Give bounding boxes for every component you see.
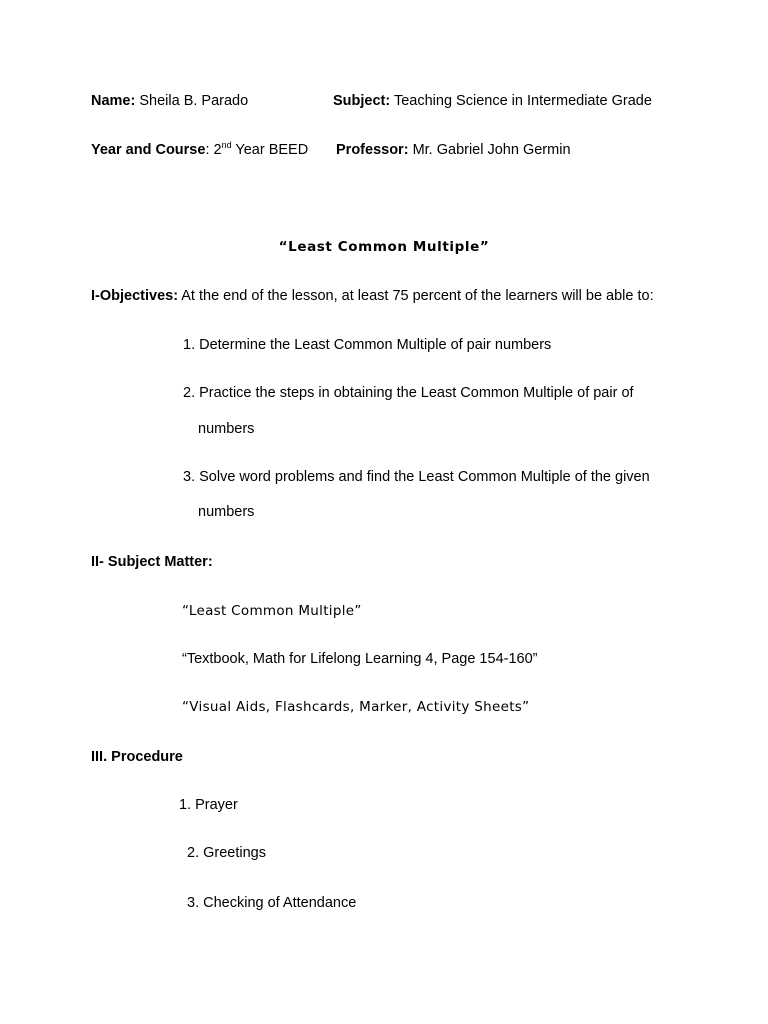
subject-value: Teaching Science in Intermediate Grade [393,93,652,109]
professor-value: Mr. Gabriel John Germin [412,142,571,158]
procedure-heading: III. Procedure [91,749,183,765]
subject-matter-item: “Visual Aids, Flashcards, Marker, Activity Sheets” [182,699,530,715]
objective-item-continuation: numbers [198,421,255,437]
name-label: Name: [91,93,136,109]
professor-row [336,141,571,159]
objectives-heading: I-Objectives: [91,288,179,304]
name-value: Sheila B. Parado [139,93,249,109]
objective-item: 3. Solve word problems and find the Least Common Multiple of the given [183,469,650,485]
year-course-value: Year BEED [235,142,309,158]
year-course-separator: : [205,142,210,158]
subject-label: Subject: [333,93,391,109]
year-number: 2 [213,142,222,158]
objectives-intro: At the end of the lesson, at least 75 percent of the learners will be able to: [181,288,654,304]
objective-item-continuation: numbers [198,504,255,520]
procedure-item: 2. Greetings [187,845,266,861]
subject-matter-item: “Textbook, Math for Lifelong Learning 4, Page 154-160” [182,651,538,667]
subject-row [333,92,652,110]
year-ordinal-suffix: nd [221,140,232,151]
name-row [91,92,248,110]
year-course-label: Year and Course [91,142,206,158]
objectives-intro-row [91,287,654,305]
subject-matter-heading: II- Subject Matter: [91,554,213,570]
professor-label: Professor: [336,142,409,158]
year-course-row [91,141,308,159]
procedure-item: 3. Checking of Attendance [187,895,357,911]
procedure-item: 1. Prayer [179,797,238,813]
subject-matter-item: “Least Common Multiple” [182,603,362,619]
document-title: “Least Common Multiple” [278,239,490,255]
objective-item: 2. Practice the steps in obtaining the Least Common Multiple of pair of [183,385,634,401]
objective-item: 1. Determine the Least Common Multiple of pair numbers [183,337,552,353]
